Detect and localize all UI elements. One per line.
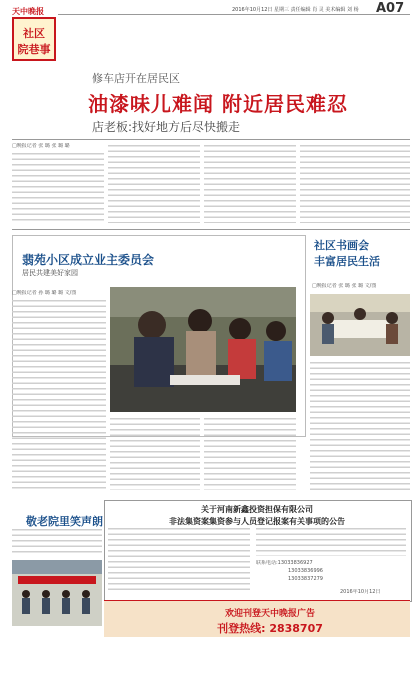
notice-body-left [108, 528, 250, 594]
notice-title-line1: 关于河南新鑫投资担保有限公司 [201, 505, 313, 514]
story3-byline: □晚报记者 张 璐 张 璐 文/图 [312, 283, 377, 289]
story3-headline-line1: 社区书画会 [314, 239, 369, 252]
notice-contact-3: 13033837279 [288, 576, 323, 582]
story2-photo [110, 287, 296, 412]
story3-body [310, 362, 410, 492]
story2-column-2 [110, 418, 200, 490]
notice-date: 2016年10月12日 [340, 589, 381, 595]
lead-column-4 [300, 145, 410, 223]
lead-bottom-rule [12, 229, 410, 230]
header-rule [58, 14, 410, 15]
notice-body-right [256, 528, 406, 556]
story3-headline-line2: 丰富居民生活 [314, 255, 380, 268]
lead-column-1 [12, 153, 104, 223]
lead-kicker: 修车店开在居民区 [92, 72, 180, 85]
story2-headline: 翡苑小区成立业主委员会 [22, 253, 155, 267]
section-logo-line2: 院巷事 [17, 43, 51, 56]
footer-line-2: 刊登热线: 2838707 [217, 622, 323, 635]
lead-subheadline: 店老板:找好地方后尽快搬走 [92, 120, 241, 134]
notice-title-line2: 非法集资案集资参与人员登记报案有关事项的公告 [169, 517, 345, 526]
story2-byline: □晚报记者 孙 璐 璐 璐 文/图 [12, 290, 77, 296]
footer-line-1: 欢迎刊登天中晚报广告 [224, 609, 315, 619]
issue-meta: 2016年10月12日 星期三 责任编辑 肖 灵 美术编辑 刘 杨 [232, 7, 359, 13]
story3-photo [310, 294, 410, 356]
story4-photo [12, 560, 102, 626]
notice-contact-2: 13033836996 [288, 568, 323, 574]
section-logo-line1: 社区 [23, 27, 45, 40]
story2-column-3 [204, 418, 296, 490]
lead-column-3 [204, 145, 296, 223]
lead-headline: 油漆味儿难闻 附近居民难忍 [88, 92, 348, 116]
lead-column-2 [108, 145, 200, 223]
story2-column-1 [12, 300, 106, 490]
notice-contact-1: 联系电话:13033836927 [256, 560, 313, 566]
story4-headline: 敬老院里笑声朗 [26, 515, 103, 528]
page-number: A07 [376, 1, 405, 16]
newspaper-brand: 天中晚报 [12, 7, 44, 16]
lead-top-rule [12, 139, 410, 140]
section-logo [12, 17, 56, 61]
story2-subheadline: 居民共建美好家园 [22, 269, 78, 277]
story4-body [12, 529, 102, 553]
lead-byline: □晚报记者 张 璐 张 璐 璐 [12, 143, 70, 149]
